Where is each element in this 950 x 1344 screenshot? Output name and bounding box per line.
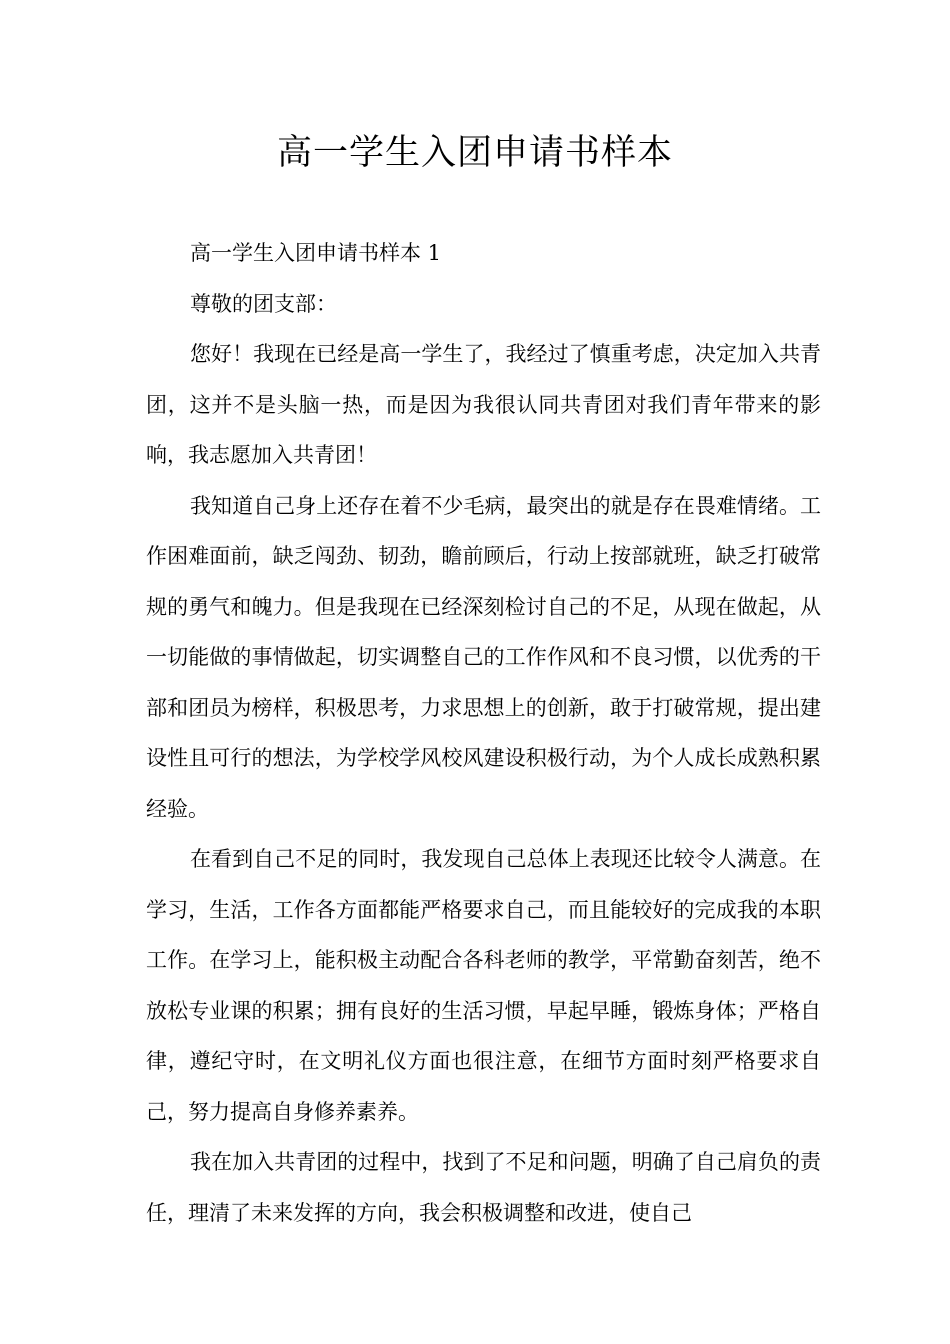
paragraph: 您好！我现在已经是高一学生了，我经过了慎重考虑，决定加入共青团，这并不是头脑一热，而是因为我很认同共青团对我们青年带来的影响，我志愿加入共青团！ bbox=[146, 342, 821, 467]
document-title: 高一学生入团申请书样本 bbox=[276, 133, 673, 173]
paragraph-heading: 高一学生入团申请书样本 1 bbox=[190, 241, 442, 265]
document-body bbox=[146, 228, 821, 1238]
paragraph: 我知道自己身上还存在着不少毛病，最突出的就是存在畏难情绪。工作困难面前，缺乏闯劲、韧劲，瞻前顾后，行动上按部就班，缺乏打破常规的勇气和魄力。但是我现在已经深刻检讨自己的不足，从现在做起，从一切能做的事情做起，切实调整自己的工作作风和不良习惯，以优秀的干部和团员为榜样，积极思考，力求思想上的创新，敢于打破常规，提出建设性且可行的想法，为学校学风校风建设积极行动，为个人成长成熟积累经验。 bbox=[146, 493, 821, 821]
paragraph: 在看到自己不足的同时，我发现自己总体上表现还比较令人满意。在学习，生活，工作各方面都能严格要求自己，而且能较好的完成我的本职工作。在学习上，能积极主动配合各科老师的教学，平常勤奋刻苦，绝不放松专业课的积累；拥有良好的生活习惯，早起早睡，锻炼身体；严格自律，遵纪守时，在文明礼仪方面也很注意，在细节方面时刻严格要求自己，努力提高自身修养素养。 bbox=[146, 847, 821, 1124]
paragraph: 我在加入共青团的过程中，找到了不足和问题，明确了自己肩负的责任，理清了未来发挥的方向，我会积极调整和改进，使自己 bbox=[146, 1150, 821, 1225]
paragraph-salutation: 尊敬的团支部： bbox=[190, 291, 337, 316]
